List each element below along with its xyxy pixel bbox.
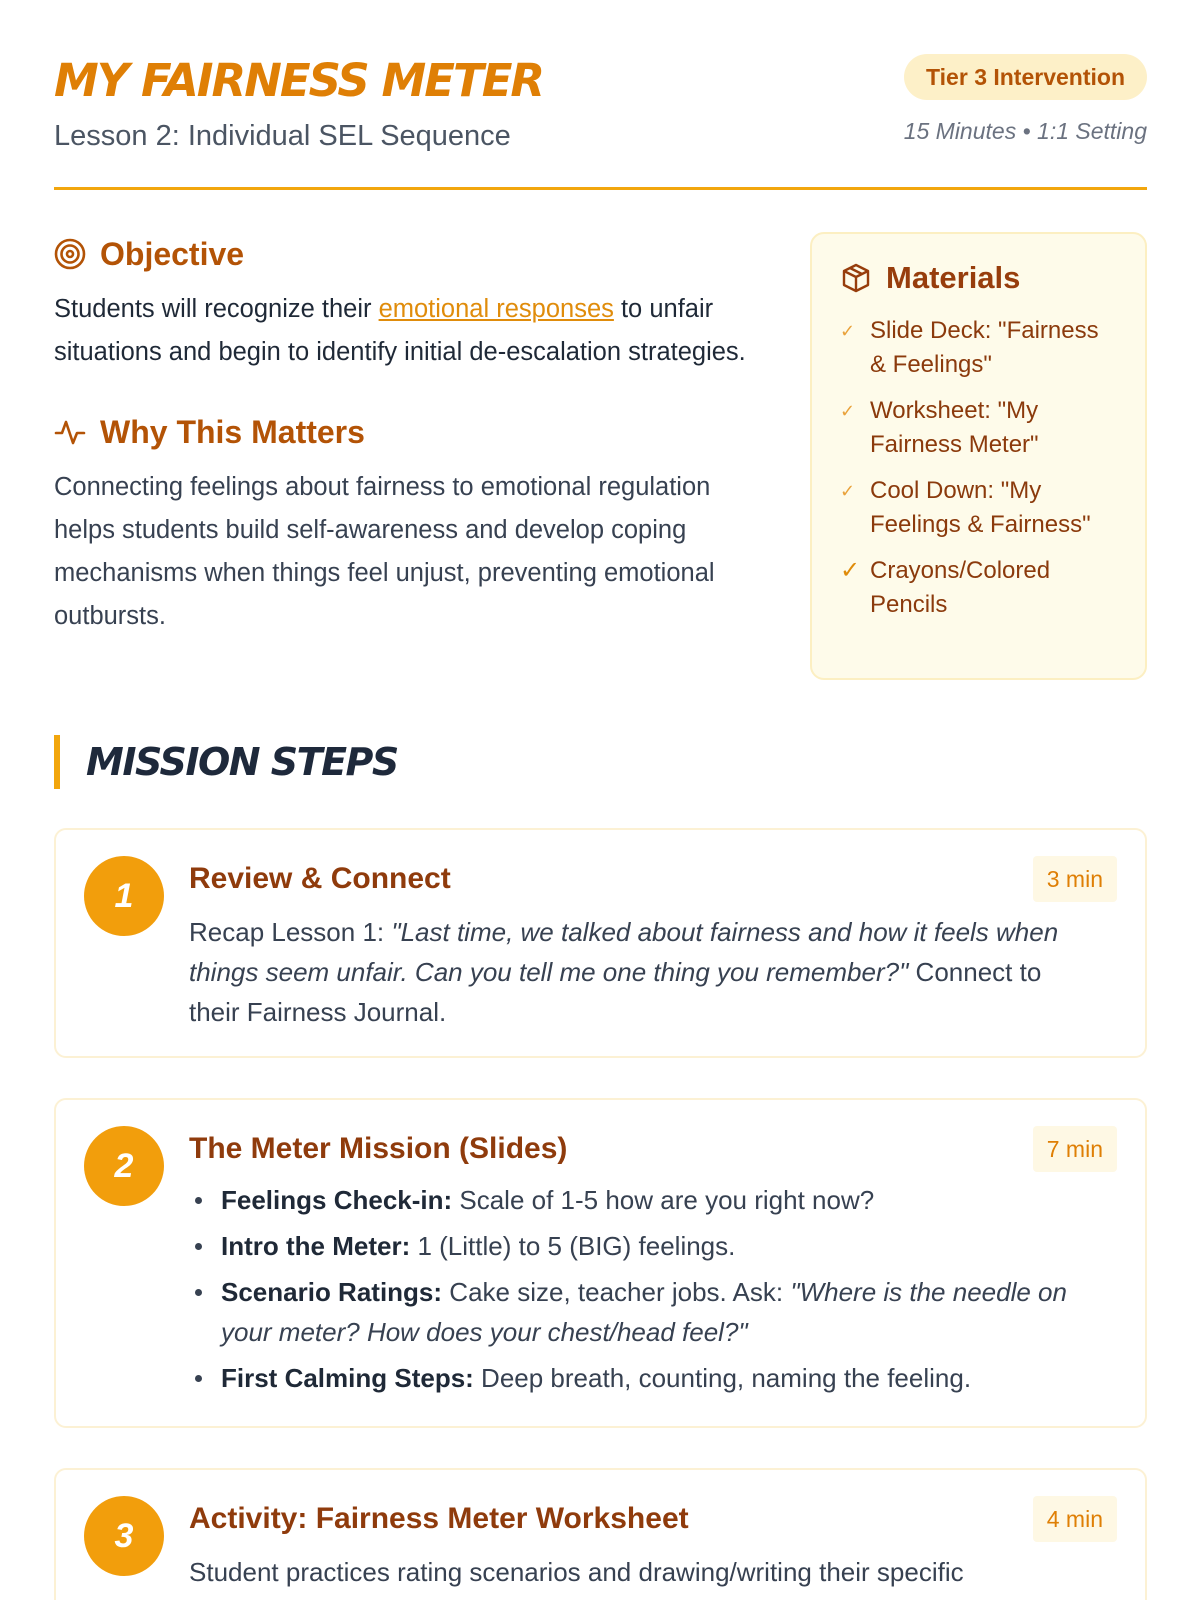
list-item — [189, 1272, 1089, 1352]
bullet-label: Feelings Check-in: — [221, 1185, 453, 1215]
check-icon: ✓ — [840, 401, 856, 421]
objective-heading-label: Objective — [100, 235, 245, 272]
bullet-label: Intro the Meter: — [221, 1231, 411, 1261]
why-heading — [54, 410, 754, 454]
materials-item — [840, 554, 1119, 622]
materials-item-label: Crayons/Colored Pencils — [870, 557, 1051, 618]
objective-text-end: to unfair situations and begin to identify initial de-escalation strategies. — [54, 295, 746, 366]
target-icon — [54, 238, 86, 270]
bullet-text: 1 (Little) to 5 (BIG) feelings. — [410, 1231, 736, 1261]
duration-setting-meta: 15 Minutes • 1:1 Setting — [903, 118, 1147, 144]
objective-heading — [54, 232, 754, 276]
activity-pulse-icon — [54, 416, 86, 448]
lesson-subtitle: Lesson 2: Individual SEL Sequence — [54, 120, 511, 152]
step-lead-text: Recap Lesson 1: — [189, 917, 392, 947]
bullet-text: Scale of 1-5 how are you right now? — [452, 1185, 875, 1215]
step-duration-badge: 3 min — [1033, 856, 1117, 902]
page-title: MY FAIRNESS METER — [54, 54, 544, 107]
package-box-icon — [840, 262, 872, 294]
step-card-2 — [54, 1098, 1147, 1428]
tier-badge: Tier 3 Intervention — [904, 54, 1147, 100]
why-heading-label: Why This Matters — [100, 413, 365, 450]
bullet-text: Deep breath, counting, naming the feeling. — [473, 1363, 972, 1393]
objective-text — [54, 288, 754, 374]
step-duration-badge: 7 min — [1033, 1126, 1117, 1172]
list-item — [189, 1226, 1089, 1266]
mission-steps-heading — [54, 735, 398, 789]
materials-item-label: Cool Down: "My Feelings & Fairness" — [870, 477, 1091, 538]
step-description — [189, 912, 1089, 1032]
step-duration-badge: 4 min — [1033, 1496, 1117, 1542]
objective-column — [54, 232, 754, 638]
materials-card — [810, 232, 1147, 680]
step-card-1 — [54, 828, 1147, 1058]
list-item — [189, 1358, 1089, 1398]
bullet-label: First Calming Steps: — [221, 1363, 474, 1393]
step-tail-text: Connect to their Fairness Journal. — [189, 957, 1042, 1027]
materials-item-label: Worksheet: "My Fairness Meter" — [870, 397, 1039, 458]
list-item — [189, 1180, 1089, 1220]
materials-heading-label: Materials — [886, 260, 1021, 295]
step-quote: "Last time, we talked about fairness and how it feels when things seem unfair. Can you tell me one thing you remember?" — [189, 917, 1059, 987]
why-text: Connecting feelings about fairness to emotional regulation helps students build self-awareness and develop coping mechanisms when things feel unjust, preventing emotional outbursts. — [54, 473, 715, 630]
check-icon: ✓ — [840, 557, 861, 584]
step-title: Activity: Fairness Meter Worksheet — [189, 1502, 689, 1535]
mission-steps-title: MISSION STEPS — [86, 740, 398, 784]
bullet-text: Cake size, teacher jobs. Ask: — [442, 1277, 791, 1307]
materials-item — [840, 394, 1119, 462]
materials-list — [840, 314, 1119, 622]
step-description: Student practices rating scenarios and drawing/writing their specific — [189, 1557, 964, 1587]
check-icon: ✓ — [840, 321, 856, 341]
step-number: 3 — [84, 1496, 164, 1576]
lesson-header — [54, 0, 1147, 190]
step-number: 2 — [84, 1126, 164, 1206]
bullet-quote: "Where is the needle on your meter? How does your chest/head feel?" — [221, 1277, 1067, 1347]
check-icon: ✓ — [840, 481, 856, 501]
objective-text-start: Students will recognize their — [54, 295, 379, 323]
materials-item — [840, 314, 1119, 382]
step-bullet-list — [189, 1180, 1089, 1404]
lesson-page — [54, 0, 1147, 1587]
step-number: 1 — [84, 856, 164, 936]
emotional-responses-link[interactable]: emotional responses — [378, 295, 614, 323]
materials-item — [840, 474, 1119, 542]
materials-heading — [840, 256, 1119, 300]
bullet-label: Scenario Ratings: — [221, 1277, 443, 1307]
step-title: The Meter Mission (Slides) — [189, 1132, 568, 1165]
step-title: Review & Connect — [189, 862, 451, 895]
materials-item-label: Slide Deck: "Fairness & Feelings" — [870, 317, 1099, 378]
step-card-3 — [54, 1468, 1147, 1600]
